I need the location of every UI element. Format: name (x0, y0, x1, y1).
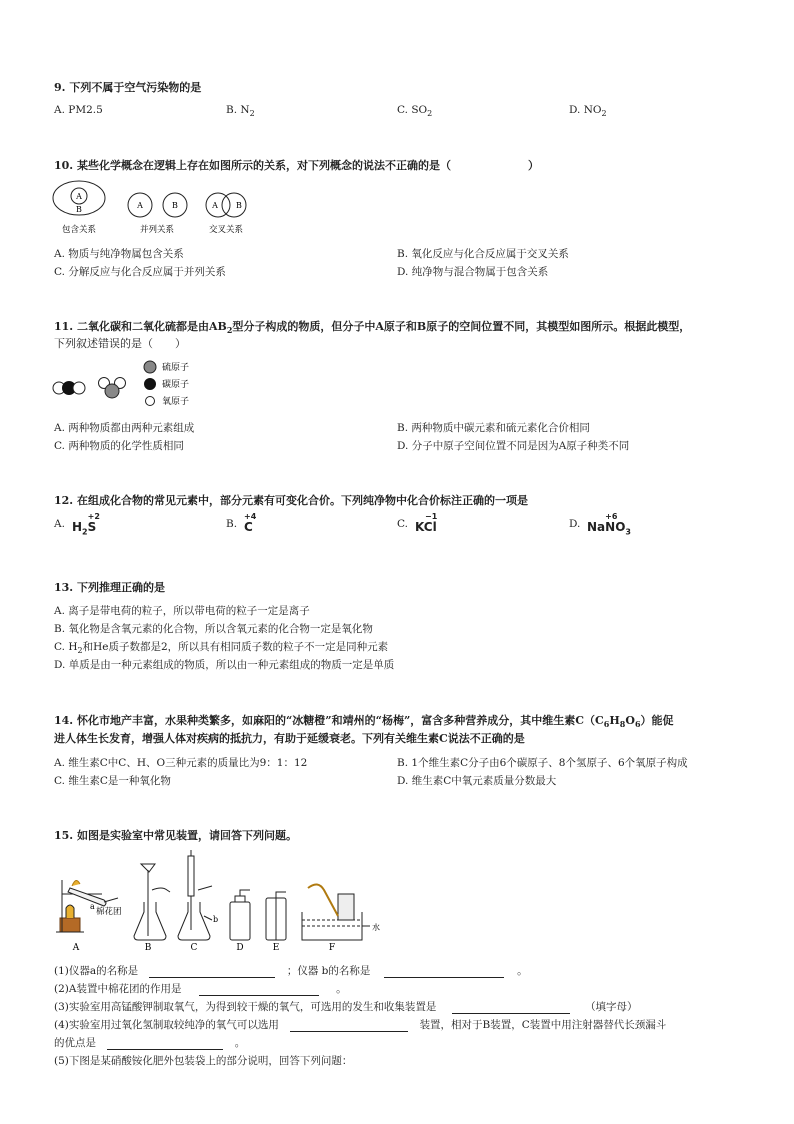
apparatus-c (178, 850, 212, 940)
q12-letter-d: D. (569, 518, 581, 530)
legend-carbon: 碳原子 (162, 380, 190, 390)
q10-option-c: C. 分解反应与化合反应属于并列关系 (54, 266, 226, 278)
apparatus-d (230, 890, 250, 940)
svg-text:E: E (272, 943, 280, 953)
svg-text:D: D (236, 943, 244, 953)
q14-stem-line2: 进人体生长发育，增强人体对疾病的抵抗力，有助于延缓衰老。下列有关维生素C说法不正确的是 (54, 732, 525, 745)
q14-stem-line1: 14. 怀化市地产丰富，水果种类繁多，如麻阳的“冰糖橙”和靖州的“杨梅”，富含多种营养成分，其中维生素$C(C_6H_8O_6)$能促 (54, 714, 674, 730)
q11-option-d: D. 分子中原子空间位置不同是因为A原子种类不同 (397, 440, 630, 452)
q12-letter-a: A. (54, 518, 65, 530)
svg-text:a: a (90, 902, 95, 911)
q11-option-b: B. 两种物质中碳元素和硫元素化合价相同 (397, 422, 590, 434)
q15-line3: (3)实验室用高锰酸钾制取氧气，为得到较干燥的氧气，可选用的发生和收集装置是 （填字母） (54, 1001, 638, 1013)
q12-letter-b: B. (226, 518, 238, 530)
q15-line1: (1)仪器a的名称是 ；仪器 b的名称是 。 (54, 965, 528, 977)
lab-apparatus-figure (52, 850, 392, 955)
q9-stem: 9. 下列不属于空气污染物的是 (54, 81, 202, 94)
q13-option-d: D. 单质是由一种元素组成的物质，所以由一种元素组成的物质一定是单质 (54, 659, 395, 671)
q15-stem: 15. 如图是实验室中常见装置，请回答下列问题。 (54, 829, 297, 842)
label-intersect: 交叉关系 (208, 225, 244, 235)
set-relation-diagram (50, 180, 270, 240)
svg-text:B: B (144, 943, 152, 953)
q9-option-b: B. $N_2$ (226, 104, 255, 119)
apparatus-f (302, 884, 370, 940)
circle-label-a: A (76, 192, 82, 201)
answer-blank-1a[interactable] (149, 966, 275, 978)
svg-text:A: A (212, 201, 218, 210)
q12-formula-a: $H_2S$ +2 (72, 512, 100, 537)
q13-option-c: C. $H_2$和He质子数都是2，所以具有相同质子数的粒子不一定是同种元素 (54, 641, 389, 656)
q9-option-d: D. $NO_2$ (569, 104, 607, 119)
svg-text:B: B (172, 201, 178, 210)
q13-option-b: B. 氧化物是含氧元素的化合物，所以含氧元素的化合物一定是氧化物 (54, 623, 373, 635)
apparatus-a (56, 880, 118, 932)
q14-option-d: D. 维生素C中氧元素质量分数最大 (397, 775, 557, 787)
answer-blank-3[interactable] (452, 1002, 570, 1014)
apparatus-b (134, 864, 170, 940)
q9-option-a: A. PM2.5 (54, 104, 103, 116)
q11-stem-line1: 11. 二氧化碳和二氧化硫都是由$AB_2$型分子构成的物质，但分子中A原子和B原子的空间位置不同，其模型如图所示。根据此模型， (54, 320, 691, 336)
q15-line4: (4)实验室用过氧化氢制取较纯净的氧气可以选用 装置，相对于B装置，C装置中用注射器替代长颈漏斗 (54, 1019, 667, 1031)
q10-stem: 10. 某些化学概念在逻辑上存在如图所示的关系，对下列概念的说法不正确的是（ ） (54, 159, 539, 172)
q14-option-b: B. 1个维生素C分子由6个碳原子、8个氢原子、6个氧原子构成 (397, 757, 688, 769)
q11-option-c: C. 两种物质的化学性质相同 (54, 440, 184, 452)
svg-text:B: B (236, 201, 242, 210)
q10-option-b: B. 氧化反应与化合反应属于交叉关系 (397, 248, 569, 260)
apparatus-e (266, 892, 286, 940)
svg-text:C: C (190, 943, 198, 953)
label-parallel: 并列关系 (139, 225, 175, 235)
legend-sulfur: 硫原子 (162, 363, 190, 373)
q9-option-c: C. $SO_2$ (397, 104, 433, 119)
circle-label-b: B (76, 205, 82, 214)
q12-formula-d: NaN +6 $O_3$ (587, 512, 631, 537)
q11-stem-line2: 下列叙述错误的是（ ） (54, 337, 186, 350)
q11-option-a: A. 两种物质都由两种元素组成 (54, 422, 195, 434)
q12-formula-b: C +4 (244, 512, 257, 534)
q15-line5: 的优点是 。 (54, 1037, 246, 1049)
svg-text:棉花团: 棉花团 (96, 907, 122, 917)
svg-text:水: 水 (372, 923, 380, 932)
label-inclusion: 包含关系 (61, 225, 97, 235)
q15-line6: (5)下图是某硝酸铵化肥外包装袋上的部分说明，回答下列问题： (54, 1055, 353, 1067)
answer-blank-4[interactable] (290, 1020, 408, 1032)
q13-stem: 13. 下列推理正确的是 (54, 581, 165, 594)
svg-text:A: A (72, 943, 80, 953)
answer-blank-1b[interactable] (384, 966, 504, 978)
svg-text:A: A (137, 201, 143, 210)
q12-letter-c: C. (397, 518, 408, 530)
answer-blank-5[interactable] (107, 1038, 223, 1050)
q14-option-c: C. 维生素C是一种氧化物 (54, 775, 171, 787)
q13-option-a: A. 离子是带电荷的粒子，所以带电荷的粒子一定是离子 (54, 605, 310, 617)
svg-text:b: b (213, 915, 219, 924)
q15-line2: (2)A装置中棉花团的作用是 。 (54, 983, 347, 995)
svg-text:F: F (328, 943, 336, 953)
q12-formula-c: KCl −1 (415, 512, 438, 534)
legend-oxygen: 氧原子 (162, 397, 190, 407)
q14-option-a: A. 维生素C中C、H、O三种元素的质量比为9：1：12 (54, 757, 308, 769)
q10-option-d: D. 纯净物与混合物属于包含关系 (397, 266, 549, 278)
answer-blank-2[interactable] (199, 984, 319, 996)
molecule-models (52, 358, 202, 410)
q10-option-a: A. 物质与纯净物属包含关系 (54, 248, 184, 260)
q12-stem: 12. 在组成化合物的常见元素中，部分元素有可变化合价。下列纯净物中化合价标注正确的一项是 (54, 494, 528, 507)
